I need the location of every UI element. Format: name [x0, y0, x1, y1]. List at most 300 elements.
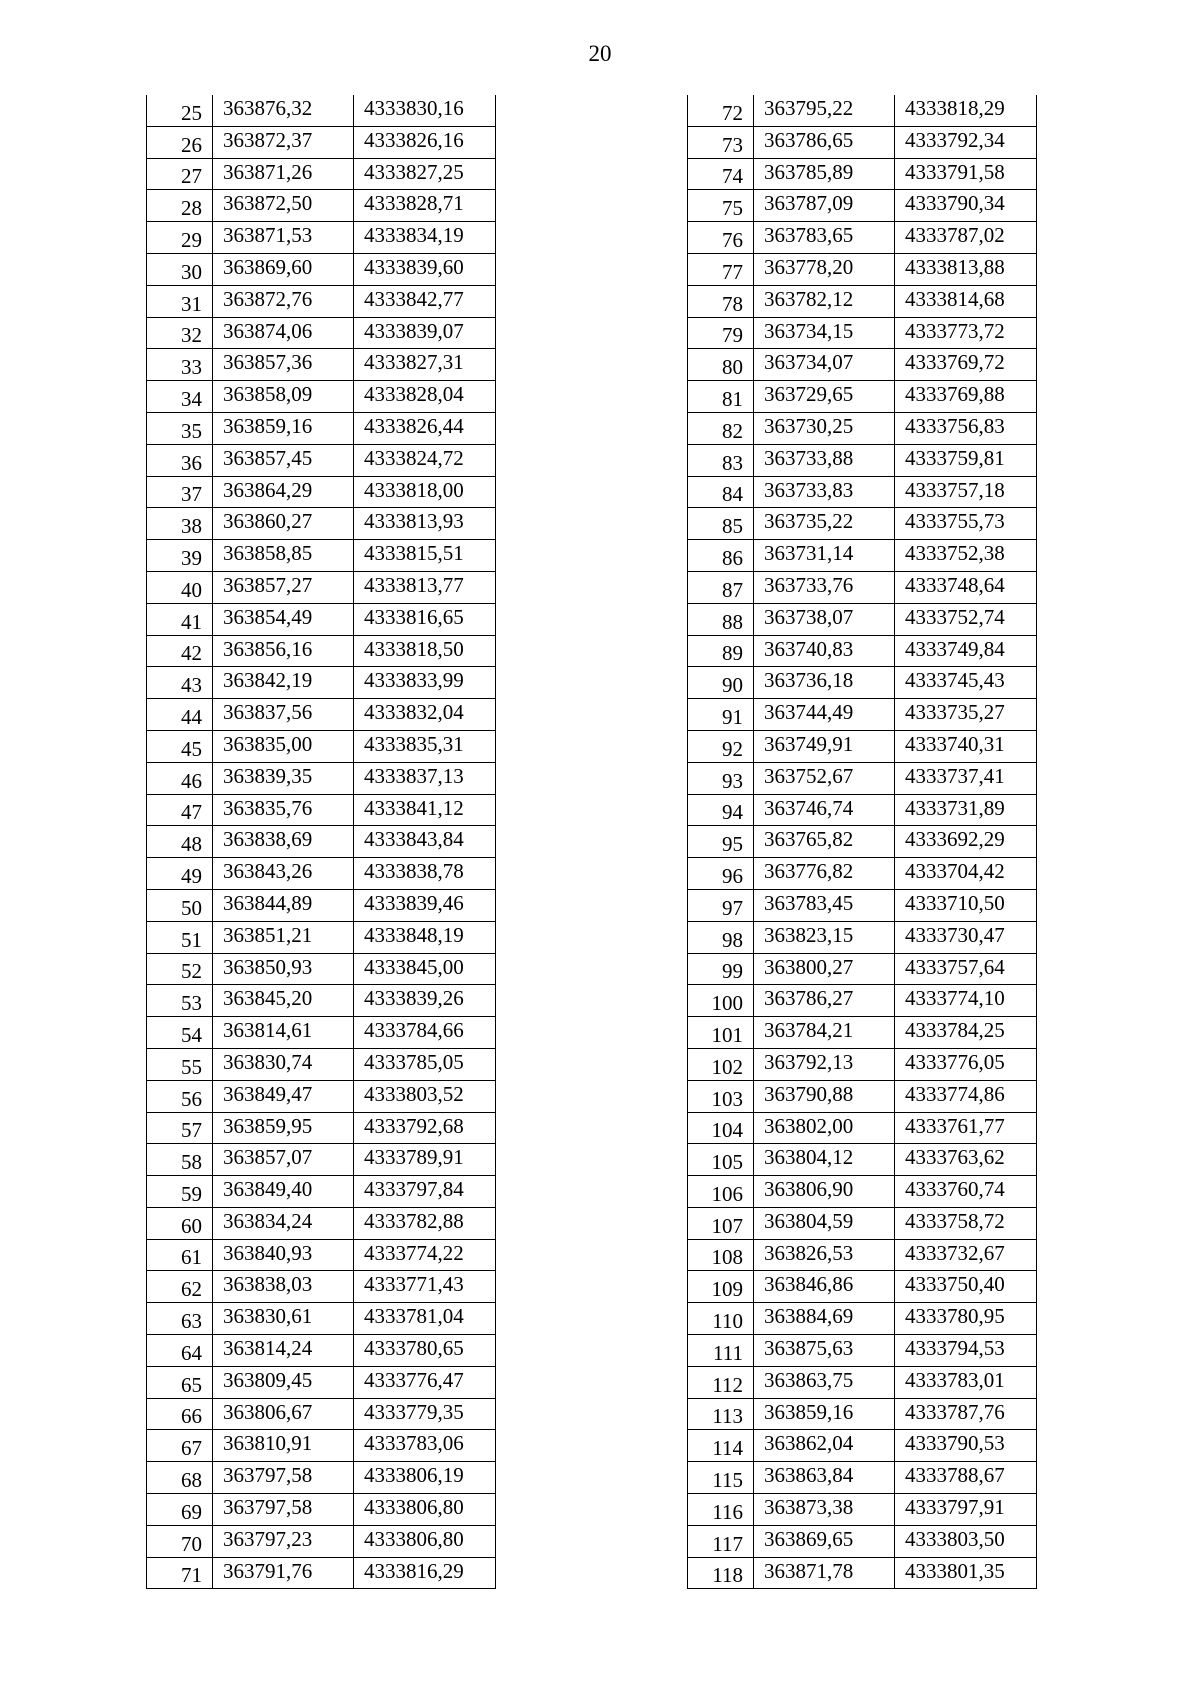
point-number-cell: 76	[688, 222, 754, 254]
point-number-cell: 51	[147, 921, 213, 953]
table-row	[688, 317, 1037, 349]
y-coordinate-cell: 4333776,47	[354, 1366, 496, 1398]
y-coordinate-cell: 4333759,81	[895, 444, 1037, 476]
y-coordinate-cell: 4333769,88	[895, 381, 1037, 413]
point-number-cell: 115	[688, 1462, 754, 1494]
point-number-cell: 36	[147, 444, 213, 476]
table-row	[688, 667, 1037, 699]
point-number-cell: 39	[147, 540, 213, 572]
point-number-cell: 106	[688, 1176, 754, 1208]
x-coordinate-cell: 363858,09	[213, 381, 354, 413]
point-number-cell: 72	[688, 95, 754, 126]
y-coordinate-cell: 4333790,53	[895, 1430, 1037, 1462]
table-row	[688, 1017, 1037, 1049]
table-row	[688, 858, 1037, 890]
y-coordinate-cell: 4333704,42	[895, 858, 1037, 890]
table-row	[147, 95, 496, 126]
point-number-cell: 38	[147, 508, 213, 540]
y-coordinate-cell: 4333752,74	[895, 603, 1037, 635]
table-row	[688, 95, 1037, 126]
x-coordinate-cell: 363783,65	[754, 222, 895, 254]
point-number-cell: 71	[147, 1557, 213, 1589]
point-number-cell: 70	[147, 1525, 213, 1557]
y-coordinate-cell: 4333824,72	[354, 444, 496, 476]
point-number-cell: 49	[147, 858, 213, 890]
y-coordinate-cell: 4333813,93	[354, 508, 496, 540]
table-row	[688, 349, 1037, 381]
y-coordinate-cell: 4333785,05	[354, 1048, 496, 1080]
y-coordinate-cell: 4333773,72	[895, 317, 1037, 349]
point-number-cell: 89	[688, 635, 754, 667]
table-row	[688, 603, 1037, 635]
point-number-cell: 91	[688, 699, 754, 731]
x-coordinate-cell: 363857,45	[213, 444, 354, 476]
y-coordinate-cell: 4333761,77	[895, 1112, 1037, 1144]
point-number-cell: 44	[147, 699, 213, 731]
x-coordinate-cell: 363864,29	[213, 476, 354, 508]
coordinates-table-left	[146, 95, 496, 1589]
point-number-cell: 104	[688, 1112, 754, 1144]
x-coordinate-cell: 363806,67	[213, 1398, 354, 1430]
table-row	[147, 1462, 496, 1494]
y-coordinate-cell: 4333732,67	[895, 1239, 1037, 1271]
table-row	[688, 190, 1037, 222]
x-coordinate-cell: 363797,58	[213, 1462, 354, 1494]
x-coordinate-cell: 363835,00	[213, 730, 354, 762]
y-coordinate-cell: 4333737,41	[895, 762, 1037, 794]
y-coordinate-cell: 4333826,44	[354, 412, 496, 444]
point-number-cell: 74	[688, 158, 754, 190]
point-number-cell: 80	[688, 349, 754, 381]
table-row	[147, 1239, 496, 1271]
point-number-cell: 67	[147, 1430, 213, 1462]
point-number-cell: 77	[688, 253, 754, 285]
table-row	[147, 603, 496, 635]
y-coordinate-cell: 4333827,25	[354, 158, 496, 190]
table-row	[147, 571, 496, 603]
x-coordinate-cell: 363810,91	[213, 1430, 354, 1462]
table-row	[147, 1271, 496, 1303]
x-coordinate-cell: 363869,65	[754, 1525, 895, 1557]
table-row	[688, 921, 1037, 953]
point-number-cell: 45	[147, 730, 213, 762]
y-coordinate-cell: 4333839,07	[354, 317, 496, 349]
point-number-cell: 65	[147, 1366, 213, 1398]
table-row	[147, 540, 496, 572]
x-coordinate-cell: 363859,95	[213, 1112, 354, 1144]
x-coordinate-cell: 363786,27	[754, 985, 895, 1017]
x-coordinate-cell: 363729,65	[754, 381, 895, 413]
x-coordinate-cell: 363843,26	[213, 858, 354, 890]
y-coordinate-cell: 4333838,78	[354, 858, 496, 890]
table-row	[147, 794, 496, 826]
x-coordinate-cell: 363838,03	[213, 1271, 354, 1303]
point-number-cell: 110	[688, 1303, 754, 1335]
x-coordinate-cell: 363859,16	[754, 1398, 895, 1430]
x-coordinate-cell: 363830,61	[213, 1303, 354, 1335]
x-coordinate-cell: 363806,90	[754, 1176, 895, 1208]
point-number-cell: 55	[147, 1048, 213, 1080]
table-row	[147, 1176, 496, 1208]
y-coordinate-cell: 4333815,51	[354, 540, 496, 572]
y-coordinate-cell: 4333813,88	[895, 253, 1037, 285]
table-row	[688, 1144, 1037, 1176]
point-number-cell: 78	[688, 285, 754, 317]
x-coordinate-cell: 363874,06	[213, 317, 354, 349]
table-row	[688, 1398, 1037, 1430]
table-row	[688, 1048, 1037, 1080]
point-number-cell: 59	[147, 1176, 213, 1208]
table-row	[147, 190, 496, 222]
table-row	[147, 508, 496, 540]
y-coordinate-cell: 4333787,02	[895, 222, 1037, 254]
table-row	[147, 762, 496, 794]
point-number-cell: 97	[688, 889, 754, 921]
y-coordinate-cell: 4333841,12	[354, 794, 496, 826]
x-coordinate-cell: 363884,69	[754, 1303, 895, 1335]
table-row	[688, 412, 1037, 444]
point-number-cell: 56	[147, 1080, 213, 1112]
x-coordinate-cell: 363859,16	[213, 412, 354, 444]
y-coordinate-cell: 4333834,19	[354, 222, 496, 254]
y-coordinate-cell: 4333803,52	[354, 1080, 496, 1112]
point-number-cell: 26	[147, 126, 213, 158]
x-coordinate-cell: 363736,18	[754, 667, 895, 699]
table-row	[147, 1080, 496, 1112]
y-coordinate-cell: 4333735,27	[895, 699, 1037, 731]
y-coordinate-cell: 4333692,29	[895, 826, 1037, 858]
x-coordinate-cell: 363782,12	[754, 285, 895, 317]
coordinates-table-body	[688, 95, 1037, 1589]
table-row	[688, 1239, 1037, 1271]
y-coordinate-cell: 4333806,19	[354, 1462, 496, 1494]
y-coordinate-cell: 4333832,04	[354, 699, 496, 731]
point-number-cell: 118	[688, 1557, 754, 1589]
y-coordinate-cell: 4333784,66	[354, 1017, 496, 1049]
x-coordinate-cell: 363802,00	[754, 1112, 895, 1144]
x-coordinate-cell: 363837,56	[213, 699, 354, 731]
y-coordinate-cell: 4333787,76	[895, 1398, 1037, 1430]
y-coordinate-cell: 4333745,43	[895, 667, 1037, 699]
table-row	[688, 1271, 1037, 1303]
x-coordinate-cell: 363830,74	[213, 1048, 354, 1080]
y-coordinate-cell: 4333827,31	[354, 349, 496, 381]
table-row	[147, 253, 496, 285]
table-row	[147, 444, 496, 476]
table-row	[147, 222, 496, 254]
point-number-cell: 75	[688, 190, 754, 222]
x-coordinate-cell: 363776,82	[754, 858, 895, 890]
y-coordinate-cell: 4333843,84	[354, 826, 496, 858]
x-coordinate-cell: 363857,36	[213, 349, 354, 381]
point-number-cell: 88	[688, 603, 754, 635]
x-coordinate-cell: 363786,65	[754, 126, 895, 158]
y-coordinate-cell: 4333797,91	[895, 1494, 1037, 1526]
point-number-cell: 79	[688, 317, 754, 349]
table-row	[147, 635, 496, 667]
y-coordinate-cell: 4333813,77	[354, 571, 496, 603]
point-number-cell: 32	[147, 317, 213, 349]
point-number-cell: 116	[688, 1494, 754, 1526]
y-coordinate-cell: 4333837,13	[354, 762, 496, 794]
x-coordinate-cell: 363752,67	[754, 762, 895, 794]
point-number-cell: 34	[147, 381, 213, 413]
y-coordinate-cell: 4333779,35	[354, 1398, 496, 1430]
table-row	[688, 476, 1037, 508]
point-number-cell: 93	[688, 762, 754, 794]
table-row	[147, 381, 496, 413]
y-coordinate-cell: 4333756,83	[895, 412, 1037, 444]
y-coordinate-cell: 4333748,64	[895, 571, 1037, 603]
table-row	[688, 826, 1037, 858]
table-row	[147, 921, 496, 953]
point-number-cell: 40	[147, 571, 213, 603]
table-row	[147, 1112, 496, 1144]
table-row	[688, 126, 1037, 158]
point-number-cell: 94	[688, 794, 754, 826]
table-row	[688, 1430, 1037, 1462]
x-coordinate-cell: 363840,93	[213, 1239, 354, 1271]
point-number-cell: 86	[688, 540, 754, 572]
x-coordinate-cell: 363826,53	[754, 1239, 895, 1271]
y-coordinate-cell: 4333740,31	[895, 730, 1037, 762]
y-coordinate-cell: 4333792,34	[895, 126, 1037, 158]
y-coordinate-cell: 4333801,35	[895, 1557, 1037, 1589]
table-row	[688, 985, 1037, 1017]
table-row	[147, 699, 496, 731]
x-coordinate-cell: 363733,76	[754, 571, 895, 603]
table-row	[147, 985, 496, 1017]
x-coordinate-cell: 363749,91	[754, 730, 895, 762]
x-coordinate-cell: 363731,14	[754, 540, 895, 572]
table-row	[147, 1303, 496, 1335]
table-row	[688, 381, 1037, 413]
point-number-cell: 103	[688, 1080, 754, 1112]
table-row	[147, 476, 496, 508]
point-number-cell: 69	[147, 1494, 213, 1526]
table-row	[147, 158, 496, 190]
x-coordinate-cell: 363857,27	[213, 571, 354, 603]
point-number-cell: 47	[147, 794, 213, 826]
point-number-cell: 111	[688, 1335, 754, 1367]
x-coordinate-cell: 363797,58	[213, 1494, 354, 1526]
x-coordinate-cell: 363778,20	[754, 253, 895, 285]
y-coordinate-cell: 4333839,46	[354, 889, 496, 921]
x-coordinate-cell: 363851,21	[213, 921, 354, 953]
x-coordinate-cell: 363872,37	[213, 126, 354, 158]
x-coordinate-cell: 363734,07	[754, 349, 895, 381]
x-coordinate-cell: 363871,53	[213, 222, 354, 254]
x-coordinate-cell: 363850,93	[213, 953, 354, 985]
table-row	[688, 730, 1037, 762]
table-row	[147, 826, 496, 858]
coordinates-table-body	[147, 95, 496, 1589]
x-coordinate-cell: 363814,61	[213, 1017, 354, 1049]
table-row	[688, 1176, 1037, 1208]
table-row	[688, 222, 1037, 254]
table-row	[147, 953, 496, 985]
y-coordinate-cell: 4333730,47	[895, 921, 1037, 953]
table-row	[688, 253, 1037, 285]
point-number-cell: 31	[147, 285, 213, 317]
point-number-cell: 61	[147, 1239, 213, 1271]
y-coordinate-cell: 4333763,62	[895, 1144, 1037, 1176]
x-coordinate-cell: 363849,40	[213, 1176, 354, 1208]
x-coordinate-cell: 363854,49	[213, 603, 354, 635]
y-coordinate-cell: 4333784,25	[895, 1017, 1037, 1049]
y-coordinate-cell: 4333774,22	[354, 1239, 496, 1271]
point-number-cell: 35	[147, 412, 213, 444]
x-coordinate-cell: 363835,76	[213, 794, 354, 826]
x-coordinate-cell: 363733,88	[754, 444, 895, 476]
table-row	[688, 1112, 1037, 1144]
x-coordinate-cell: 363860,27	[213, 508, 354, 540]
x-coordinate-cell: 363849,47	[213, 1080, 354, 1112]
y-coordinate-cell: 4333828,04	[354, 381, 496, 413]
y-coordinate-cell: 4333839,26	[354, 985, 496, 1017]
x-coordinate-cell: 363804,59	[754, 1207, 895, 1239]
point-number-cell: 109	[688, 1271, 754, 1303]
y-coordinate-cell: 4333818,00	[354, 476, 496, 508]
point-number-cell: 43	[147, 667, 213, 699]
y-coordinate-cell: 4333828,71	[354, 190, 496, 222]
x-coordinate-cell: 363875,63	[754, 1335, 895, 1367]
x-coordinate-cell: 363785,89	[754, 158, 895, 190]
point-number-cell: 60	[147, 1207, 213, 1239]
table-row	[147, 349, 496, 381]
x-coordinate-cell: 363823,15	[754, 921, 895, 953]
x-coordinate-cell: 363844,89	[213, 889, 354, 921]
y-coordinate-cell: 4333783,01	[895, 1366, 1037, 1398]
point-number-cell: 105	[688, 1144, 754, 1176]
point-number-cell: 25	[147, 95, 213, 126]
table-row	[688, 1557, 1037, 1589]
x-coordinate-cell: 363857,07	[213, 1144, 354, 1176]
y-coordinate-cell: 4333794,53	[895, 1335, 1037, 1367]
x-coordinate-cell: 363740,83	[754, 635, 895, 667]
point-number-cell: 48	[147, 826, 213, 858]
point-number-cell: 114	[688, 1430, 754, 1462]
table-row	[147, 1207, 496, 1239]
point-number-cell: 113	[688, 1398, 754, 1430]
point-number-cell: 42	[147, 635, 213, 667]
point-number-cell: 108	[688, 1239, 754, 1271]
table-row	[147, 858, 496, 890]
table-row	[688, 1462, 1037, 1494]
table-row	[147, 1398, 496, 1430]
x-coordinate-cell: 363871,78	[754, 1557, 895, 1589]
y-coordinate-cell: 4333818,50	[354, 635, 496, 667]
point-number-cell: 28	[147, 190, 213, 222]
point-number-cell: 107	[688, 1207, 754, 1239]
table-row	[147, 412, 496, 444]
y-coordinate-cell: 4333731,89	[895, 794, 1037, 826]
point-number-cell: 30	[147, 253, 213, 285]
point-number-cell: 46	[147, 762, 213, 794]
y-coordinate-cell: 4333757,64	[895, 953, 1037, 985]
x-coordinate-cell: 363845,20	[213, 985, 354, 1017]
x-coordinate-cell: 363856,16	[213, 635, 354, 667]
x-coordinate-cell: 363814,24	[213, 1335, 354, 1367]
x-coordinate-cell: 363797,23	[213, 1525, 354, 1557]
y-coordinate-cell: 4333755,73	[895, 508, 1037, 540]
table-row	[147, 1048, 496, 1080]
point-number-cell: 53	[147, 985, 213, 1017]
y-coordinate-cell: 4333776,05	[895, 1048, 1037, 1080]
point-number-cell: 33	[147, 349, 213, 381]
table-row	[688, 285, 1037, 317]
table-row	[688, 889, 1037, 921]
point-number-cell: 87	[688, 571, 754, 603]
y-coordinate-cell: 4333788,67	[895, 1462, 1037, 1494]
y-coordinate-cell: 4333789,91	[354, 1144, 496, 1176]
y-coordinate-cell: 4333774,10	[895, 985, 1037, 1017]
y-coordinate-cell: 4333769,72	[895, 349, 1037, 381]
x-coordinate-cell: 363730,25	[754, 412, 895, 444]
y-coordinate-cell: 4333758,72	[895, 1207, 1037, 1239]
x-coordinate-cell: 363800,27	[754, 953, 895, 985]
point-number-cell: 90	[688, 667, 754, 699]
y-coordinate-cell: 4333830,16	[354, 95, 496, 126]
point-number-cell: 102	[688, 1048, 754, 1080]
table-row	[147, 1557, 496, 1589]
y-coordinate-cell: 4333749,84	[895, 635, 1037, 667]
table-row	[147, 1525, 496, 1557]
table-row	[147, 126, 496, 158]
x-coordinate-cell: 363791,76	[213, 1557, 354, 1589]
point-number-cell: 95	[688, 826, 754, 858]
table-row	[147, 730, 496, 762]
y-coordinate-cell: 4333781,04	[354, 1303, 496, 1335]
x-coordinate-cell: 363862,04	[754, 1430, 895, 1462]
y-coordinate-cell: 4333757,18	[895, 476, 1037, 508]
table-row	[147, 1366, 496, 1398]
table-row	[688, 1080, 1037, 1112]
table-row	[688, 540, 1037, 572]
table-row	[688, 762, 1037, 794]
x-coordinate-cell: 363863,75	[754, 1366, 895, 1398]
point-number-cell: 50	[147, 889, 213, 921]
point-number-cell: 101	[688, 1017, 754, 1049]
y-coordinate-cell: 4333792,68	[354, 1112, 496, 1144]
y-coordinate-cell: 4333797,84	[354, 1176, 496, 1208]
table-row	[147, 889, 496, 921]
point-number-cell: 100	[688, 985, 754, 1017]
table-row	[147, 317, 496, 349]
table-row	[688, 635, 1037, 667]
table-row	[688, 1303, 1037, 1335]
table-row	[688, 1207, 1037, 1239]
table-row	[147, 1144, 496, 1176]
table-row	[688, 444, 1037, 476]
point-number-cell: 37	[147, 476, 213, 508]
point-number-cell: 83	[688, 444, 754, 476]
page-number: 20	[588, 41, 612, 66]
table-row	[688, 1525, 1037, 1557]
point-number-cell: 57	[147, 1112, 213, 1144]
y-coordinate-cell: 4333839,60	[354, 253, 496, 285]
point-number-cell: 73	[688, 126, 754, 158]
table-row	[688, 1494, 1037, 1526]
point-number-cell: 85	[688, 508, 754, 540]
table-row	[147, 1335, 496, 1367]
x-coordinate-cell: 363734,15	[754, 317, 895, 349]
y-coordinate-cell: 4333816,65	[354, 603, 496, 635]
table-row	[147, 667, 496, 699]
point-number-cell: 52	[147, 953, 213, 985]
point-number-cell: 96	[688, 858, 754, 890]
table-row	[688, 158, 1037, 190]
